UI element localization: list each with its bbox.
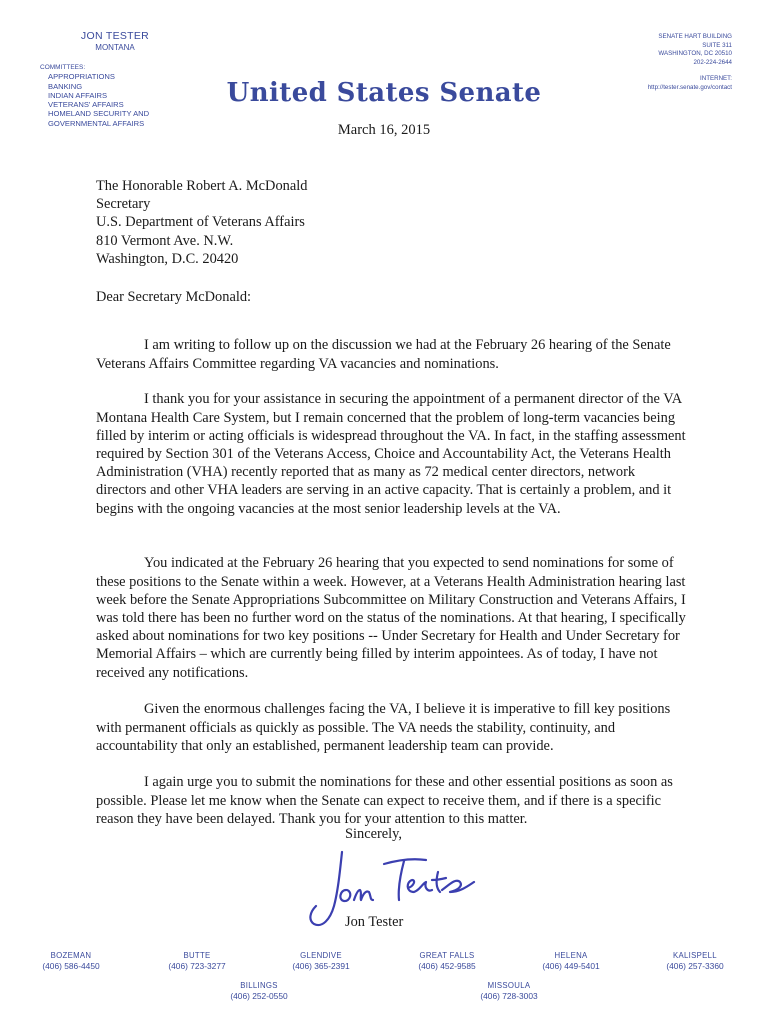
- office-phone: (406) 452-9585: [418, 961, 476, 971]
- footer-office-helena: [522, 950, 620, 972]
- office-phone: (406) 252-0550: [230, 991, 288, 1001]
- senator-name: JON TESTER: [80, 30, 150, 42]
- senator-block: [30, 30, 200, 52]
- office-phone: (406) 723-3277: [168, 961, 226, 971]
- recipient-line: Washington, D.C. 20420: [96, 250, 239, 267]
- footer-office-glendive: [272, 950, 370, 972]
- office-line: SENATE HART BUILDING: [658, 33, 732, 40]
- footer-office-missoula: [460, 980, 558, 1002]
- committee-item: HOMELAND SECURITY AND: [48, 109, 150, 119]
- committee-item: INDIAN AFFAIRS: [48, 90, 108, 100]
- office-line: WASHINGTON, DC 20510: [658, 50, 732, 58]
- recipient-address: [96, 177, 686, 268]
- body-paragraph: You indicated at the February 26 hearing that you expected to send nominations for some of these positions to the Senate within a week. However, at a Veterans Health Administration hearing last week before the Senate Appropriations Subcommittee on Military Construction and Veterans Affairs, I was told there has been no further word on the status of the nominations. At that hearing, I specifically asked about nominations for two key positions -- Under Secretary for Health and Under Secretary for Memorial Affairs – which are currently being filled by interim appointees. As of today, I have not received any notifications.: [96, 555, 686, 681]
- office-city: GLENDIVE: [300, 951, 342, 960]
- office-city: BILLINGS: [240, 981, 278, 990]
- office-city: GREAT FALLS: [419, 951, 475, 960]
- senate-masthead: United States Senate: [226, 78, 542, 108]
- office-phone: (406) 257-3360: [666, 961, 724, 971]
- office-spacer: [572, 67, 732, 75]
- signer-name: Jon Tester: [345, 914, 404, 930]
- office-phone: (406) 449-5401: [542, 961, 600, 971]
- footer-office-great-falls: [398, 950, 496, 972]
- committee-item: VETERANS' AFFAIRS: [48, 100, 124, 110]
- salutation: Dear Secretary McDonald:: [96, 289, 252, 305]
- letter-date: March 16, 2015: [337, 122, 431, 138]
- body-paragraph: I thank you for your assistance in securing the appointment of a permanent director of the VA Montana Health Care System, but I remain concerned that the problem of long-term vacancies being filled by interim or acting officials is widespread throughout the VA. In fact, in the staffing assessment required by Section 301 of the Veterans Access, Choice and Accountability Act, the Veterans Health Administration (VHA) recently reported that as many as 72 medical center directors, network directors and other VHA leaders are serving in an active capacity. That is certainly a problem, and it begins with the ongoing vacancies at the most senior leadership levels at the VA.: [96, 391, 686, 517]
- office-city: BUTTE: [183, 951, 211, 960]
- office-phone: (406) 365-2391: [292, 961, 350, 971]
- office-phone: (406) 586-4450: [42, 961, 100, 971]
- recipient-line: U.S. Department of Veterans Affairs: [96, 214, 305, 231]
- internet-url: http://tester.senate.gov/contact: [647, 83, 732, 91]
- office-city: HELENA: [554, 951, 588, 960]
- office-line: SUITE 311: [702, 41, 732, 49]
- committee-item: APPROPRIATIONS: [48, 72, 115, 82]
- committee-item: BANKING: [48, 81, 83, 91]
- recipient-line: Secretary: [96, 196, 151, 213]
- footer-office-butte: [148, 950, 246, 972]
- recipient-line: 810 Vermont Ave. N.W.: [96, 232, 234, 249]
- footer-office-kalispell: [646, 950, 744, 972]
- internet-label: INTERNET:: [700, 75, 732, 83]
- footer-office-bozeman: [22, 950, 120, 972]
- body-paragraph: I am writing to follow up on the discussion we had at the February 26 hearing of the Senate Veterans Affairs Committee regarding VA vacancies and nominations.: [96, 337, 671, 372]
- senator-state: MONTANA: [95, 43, 135, 52]
- office-city: KALISPELL: [673, 951, 717, 960]
- body-paragraph: Given the enormous challenges facing the VA, I believe it is imperative to fill key positions with permanent officials as quickly as possible. The VA needs the stability, continuity, and accountability that only an established, permanent leadership team can provide.: [96, 701, 671, 754]
- footer-office-billings: [210, 980, 308, 1002]
- committees-label: COMMITTEES:: [40, 64, 86, 71]
- committee-item: GOVERNMENTAL AFFAIRS: [48, 118, 145, 128]
- recipient-line: The Honorable Robert A. McDonald: [96, 178, 308, 194]
- office-city: MISSOULA: [487, 981, 531, 990]
- closing: Sincerely,: [345, 826, 403, 842]
- office-phone: (406) 728-3003: [480, 991, 538, 1001]
- office-city: BOZEMAN: [50, 951, 92, 960]
- body-paragraph: I again urge you to submit the nominations for these and other essential positions as soon as possible. Please let me know when the Senate can expect to receive them, and if there is a specific reason they have been delayed. Thank you for your attention to this matter.: [96, 774, 673, 827]
- office-line: 202-224-2644: [693, 58, 732, 66]
